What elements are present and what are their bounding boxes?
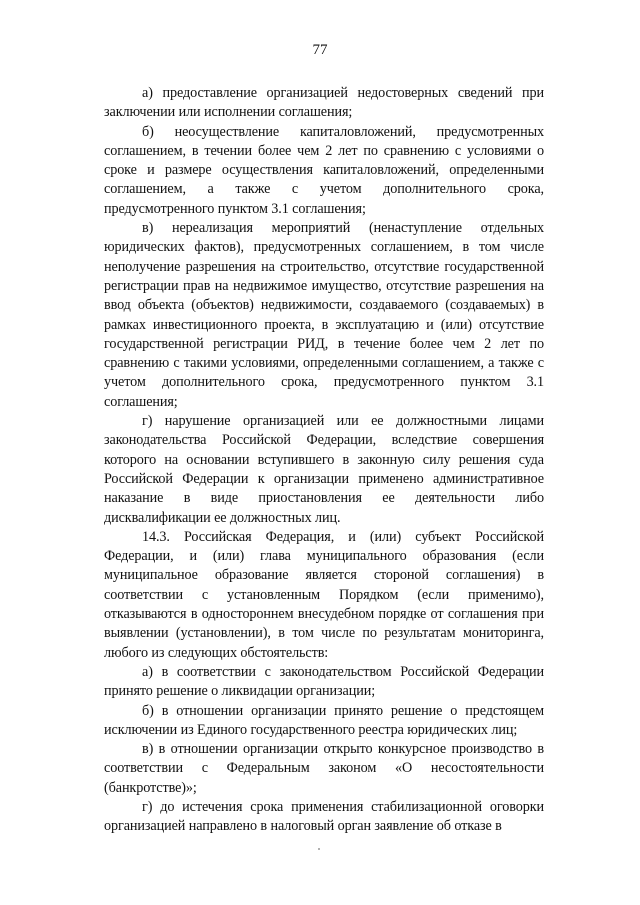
document-body <box>104 84 544 837</box>
paragraph-14-2-g: г) нарушение организацией или ее должностными лицами законодательства Российской Федерации, вследствие совершения которого на основании вступившего в законную силу решения суда Российской Федерации к организации применено административное наказание в виде приостановления ее деятельности либо дисквалификации ее должностных лиц. <box>104 413 544 526</box>
paragraph-14-3-a: а) в соответствии с законодательством Российской Федерации принято решение о ликвидации организации; <box>104 663 544 700</box>
paragraph-14-3-g: г) до истечения срока применения стабилизационной оговорки организацией направлено в налоговый орган заявление об отказе в <box>104 798 544 835</box>
paragraph-14-2-v: в) нереализация мероприятий (ненаступление отдельных юридических фактов), предусмотренных соглашением, в том числе неполучение разрешения на строительство, отсутствие государственной регистрации прав на недвижимое имущество, отсутствие разрешения на ввод объекта (объектов) недвижимости, создаваемого (создаваемых) в рамках инвестиционного проекта, в эксплуатацию и (или) отсутствие государственной регистрации РИД, в течение более чем 2 лет по сравнению с такими условиями, определенными соглашением, а также с учетом дополнительного срока, предусмотренного пунктом 3.1 соглашения; <box>104 220 544 410</box>
paragraph-14-3: 14.3. Российская Федерация, и (или) субъект Российской Федерации, и (или) глава муниципального образования (если муниципальное образование является стороной соглашения) в соответствии с установленным Порядком (если применимо), отказываются в одностороннем внесудебном порядке от соглашения при выявлении (установлении), в том числе по результатам мониторинга, любого из следующих обстоятельств: <box>104 528 544 661</box>
paragraph-14-3-b: б) в отношении организации принято решение о предстоящем исключении из Единого государственного реестра юридических лиц; <box>104 702 544 738</box>
paragraph-14-2-b: б) неосуществление капиталовложений, предусмотренных соглашением, в течении более чем 2 лет по сравнению с условиями о сроке и размере осуществления капиталовложений, определенными соглашением, а также с учетом дополнительного срока, предусмотренного пунктом 3.1 соглашения; <box>104 123 544 217</box>
page-number: 77 <box>312 42 328 58</box>
paragraph-14-3-v: в) в отношении организации открыто конкурсное производство в соответствии с Федеральным законом «О несостоятельности (банкротстве)»; <box>104 741 544 796</box>
scan-speck <box>318 848 320 850</box>
paragraph-14-2-a: а) предоставление организацией недостоверных сведений при заключении или исполнении соглашения; <box>104 85 544 121</box>
